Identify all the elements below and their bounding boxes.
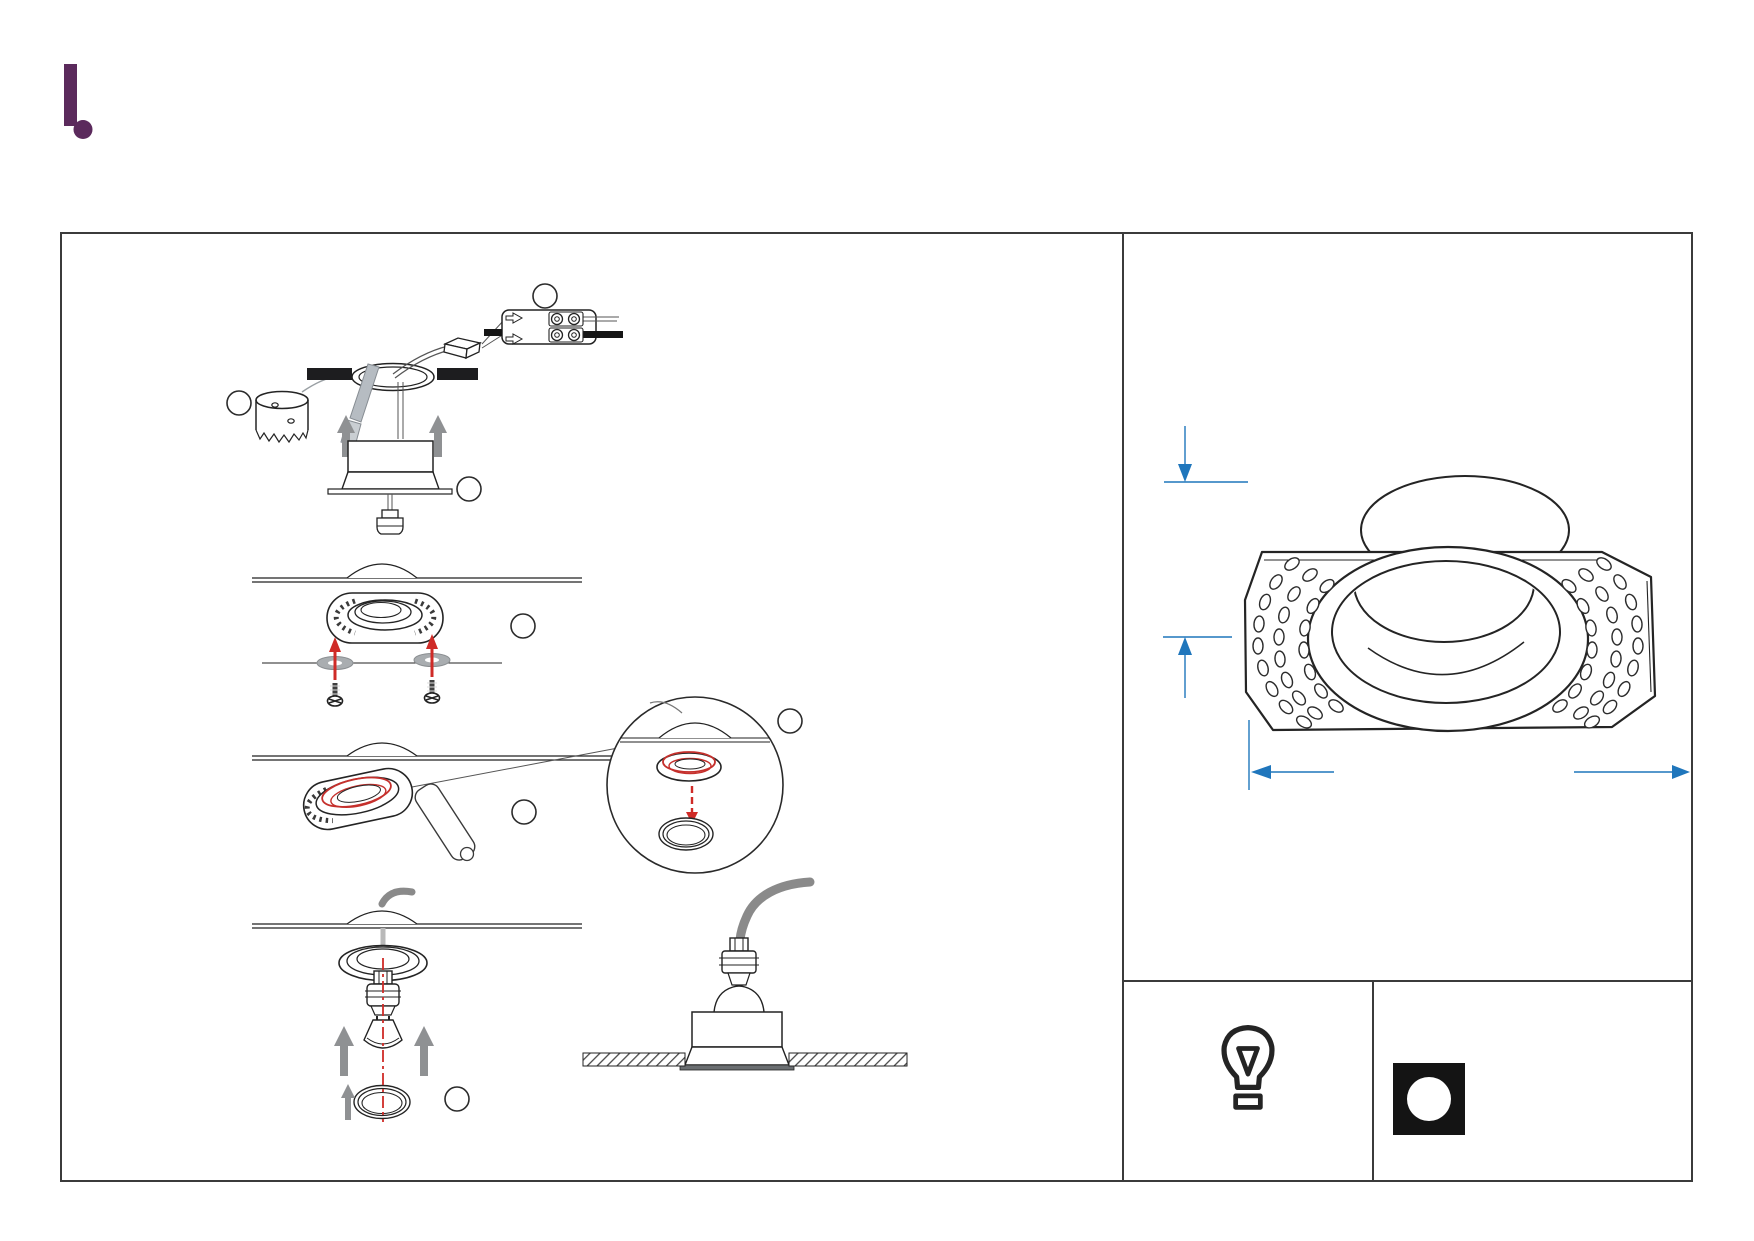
trim-ring-step — [252, 564, 582, 706]
mounting-housing-step — [328, 382, 452, 534]
spring-clip-washer — [317, 654, 450, 670]
final-assembly — [583, 882, 907, 1070]
product-info-cell — [1374, 982, 1691, 1180]
bracket-hole — [461, 848, 474, 861]
mounting-screw-icon — [328, 680, 440, 706]
halogen-bulb-icon — [1213, 1020, 1283, 1132]
dot-series-icon-hole — [1407, 1077, 1451, 1121]
step-7-badge — [445, 1087, 469, 1111]
logo-accent-bar — [64, 64, 77, 126]
step-4-badge — [511, 614, 535, 638]
cable-connector-box — [444, 338, 480, 358]
push-up-arrow-icon — [341, 1084, 355, 1098]
logo-dot-icon — [74, 120, 93, 139]
dim-arrow-right-icon — [1672, 765, 1690, 779]
main-border-box — [60, 232, 1693, 1182]
trim-ring-adjust-step — [252, 743, 618, 863]
dimension-40mm — [1163, 426, 1248, 698]
supply-cable — [382, 891, 412, 904]
bulb-spec-cell — [1124, 982, 1372, 1180]
detail-circle — [607, 697, 783, 873]
supply-cable — [740, 882, 810, 940]
product-dimension-panel — [1124, 234, 1691, 980]
terminal-block — [484, 310, 623, 344]
ceiling-section — [583, 1053, 685, 1066]
dim-arrow-down-icon — [1178, 464, 1192, 482]
step-6-badge — [778, 709, 802, 733]
bulb-insert-step — [252, 891, 582, 1122]
step-3-badge — [457, 477, 481, 501]
dim-arrow-up-icon — [1178, 637, 1192, 655]
hole-saw-tool — [256, 392, 308, 443]
brand-logo — [62, 50, 482, 147]
wire-stub — [583, 331, 623, 338]
ceiling-cutout — [307, 364, 478, 447]
installation-diagram — [62, 234, 1122, 1180]
product-drawing — [1245, 476, 1655, 731]
step-5-badge — [512, 800, 536, 824]
dim-arrow-left-icon — [1251, 765, 1271, 779]
dot-series-icon — [1393, 1063, 1465, 1135]
brand-logo-word — [62, 50, 482, 145]
wire-stub — [484, 329, 502, 336]
step-2-badge — [533, 284, 557, 308]
ceiling-section — [789, 1053, 907, 1066]
document-title-block — [555, 60, 1065, 68]
step-1-badge — [227, 391, 251, 415]
